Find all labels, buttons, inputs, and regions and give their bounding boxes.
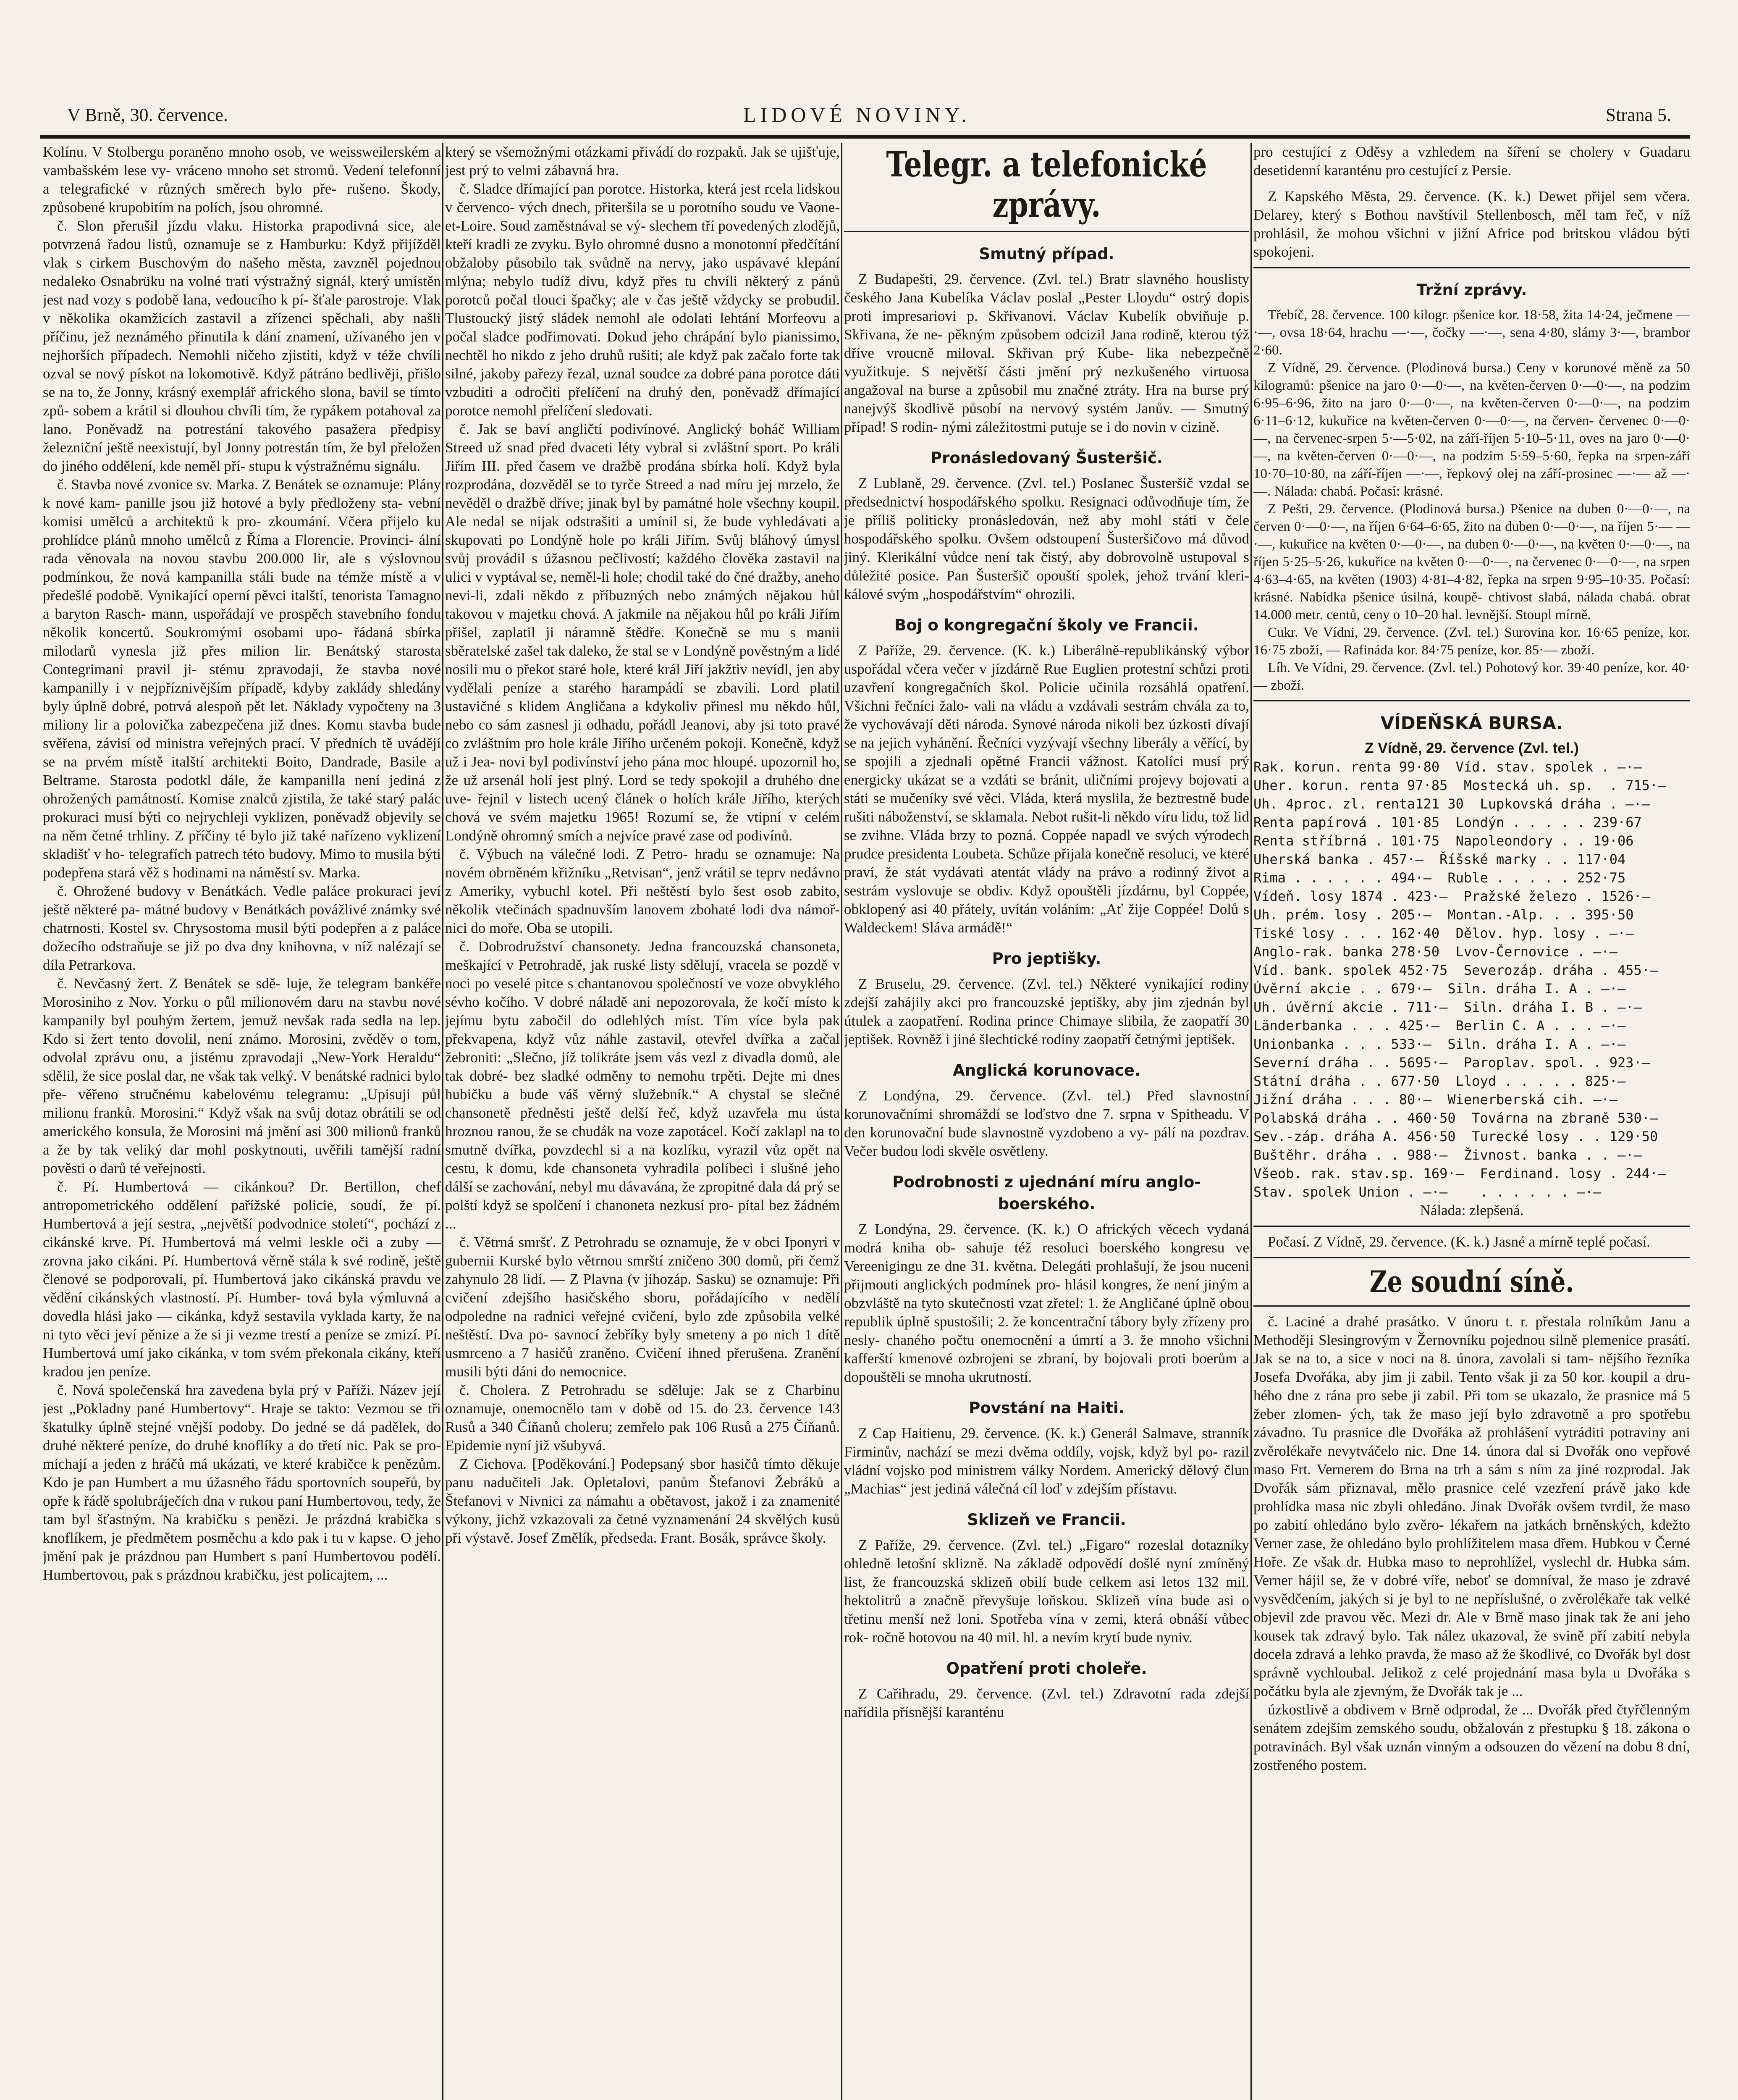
bourse-table	[1253, 758, 1690, 1201]
subheading: Pro jeptišky.	[992, 950, 1101, 968]
divider	[1253, 1226, 1690, 1227]
market-text: Z Vídně, 29. července. (Plodinová bursa.) Ceny v korunové měně za 50 kilogramů: pšenice na jaro 0·—0·—, na květen-červen 0·—0·—, na podzim 6·95–6·96, žito na jaro 0·—0·—, na květen-červen 0·—0·—, na podzim 6·11–6·12, kukuřice na květen-červen 0·—0·—, na červen- červenec 0·—0·—, na červenec-srpen 5·—5·02, na září-říjen 5·10–5·11, oves na jaro 0·—0·—, na květen-červen 0·—0·—, na podzim 5·59–5·60, řepka na srpen-září 10·70–10·80, na září-říjen —·—, řepkový olej na září-prosinec —·— až —·—. Nálada: chabá. Počasí: krásné.	[1253, 360, 1690, 499]
place-date: V Brně, 30. července.	[67, 105, 228, 125]
subheading: Boj o kongregační školy ve Francii.	[894, 616, 1199, 634]
article-text: č. Laciné a drahé prasátko. V únoru t. r. přestala rolníkům Janu a Methoději Slesingrovým v Žernovníku pojednou silně plemenice prasátí. Jak se na to, a sice v noci na 8. února, zavolali si tam- nějšího řezníka Josefa Dvořáka, aby jim ji zabil. Tento však ji za 50 kor. koupil a dru- hého dne z rána pro sebe ji zabil. Při tom se ukazalo, že prasnice má 5 žeber zlomen- ých, tak že maso její bylo zdravotně a pro spotřebu závadno. Tu prasnice dle Dvořáka až prohlášení vytráditi potraviny ani zvěrolékaře nevytváčelo nic. Dne 14. února dal si Dvořák ono vepřové maso Frt. Vernerem do Brna na trh a sám s ním za jiné rozprodal. Jak Dvořák sám přiznaval, mělo prasnice celé vzezření právě jako kde prohlídka masa nic zbyli ohledáno. Jinak Dvořák ovšem tvrdil, že maso po zabití ohledáno bylo zvěro- lékařem na jatkách brněnských, kdežto Verner zase, že ohledáno bylo prohlížitelem masa dřem. Hubkou v Černé Hoře. Ze však dr. Hubka maso to neprohlížel, vyslechl dr. Hubka sám. Verner hájil se, že v dobré víře, neboť se domníval, že maso je zdravé vysvědčením, jakých si je byl to ne nepříslušné, o zvěrolékaře tak velké objevil zde pravou věc. Mezi dr. Ale v Brně maso jinak tak že ani jeho kousek tak zdravý bylo. Tak nález ukazoval, že svině pří zabití nebyla docela zdravá a lehko pravda, že maso až že škodlivé, co Dvořák byl dost správně vychloubal. Jelikož z celé projednání masa byla u Dvořáka s počátku byla ale zjevným, že Dvořák tak je ...	[1253, 1313, 1690, 1699]
market-reports	[1253, 306, 1690, 694]
column-divider	[841, 143, 842, 2100]
article-text: Kolínu. V Stolbergu poraněno mnoho osob, ve weissweilerském a vambašském lese vy- vráceno mnoho set stromů. Vedení telefonní a telegrafické v různých směrech bylo pře- rušeno. Škody, způsobené krupobitím na polích, jsou ohromné.	[43, 144, 441, 215]
weather-report: Počasí. Z Vídně, 29. července. (K. k.) Jasné a mírně teplé počasí.	[1268, 1234, 1650, 1250]
column-3	[844, 143, 1249, 2100]
article-text: č. Dobrodružství chansonety. Jedna francouzská chansoneta, meškající v Petrohradě, jak ruské listy sdělují, vracela se pozdě v noci po veselé pitce s chantanovou společností ve voze obvyklého sévho kočího. V dobré náladě ani nepozorovala, že kočí místo k jejímu bytu zabočil do odlehlých míst. Tím více byla pak překvapena, když vůz náhle zastavil, otevřel dvířka a začal žebroniti: „Slečno, jíž tolikráte jsem vás vezl z divadla domů, ale tak dobré- bez sladké odměny to nemohu trpěti. Dejte mi dnes hubičku a bude váš věrný služebník.“ A chystal se slečné chansonetě předněsti ještě delší řeč, když uzavřela mu ústa hroznou ranou, že se chudák na voze zapotácel. Kočí zaklapl na to smutně dvířka, povzdechl si a na kozlíku, vyrazil vůz opět na cestu, k domu, kde chansoneta vyhradila políbeci i slušné jeho dálší se zachování, nebyl mu dávavána, že zpropitné dala dá prý se polští když se spolčení i chanoneta nezkusí pro- pítal bez žádném ...	[445, 938, 840, 1232]
divider	[1253, 700, 1690, 701]
bourse-row: Rak. korun. renta 99·80 Víd. stav. spolek . —·—	[1253, 759, 1642, 775]
article-text: č. Ohrožené budovy v Benátkách. Vedle paláce prokuraci jeví ještě některé pa- mátné budovy v Benátkách povážlivé známky své chatrnosti. Kostel sv. Chrysostoma musil býti podepřen a z paláce dožecího odstraňuje se již po dva dny knihovna, v níž nalézají se díla Petrarkova.	[43, 883, 441, 973]
bourse-row: Víd. bank. spolek 452·75 Severozáp. dráha . 455·—	[1253, 962, 1658, 978]
divider	[1253, 1257, 1690, 1258]
subheading: Podrobnosti z ujednání míru anglo-boerského.	[892, 1173, 1201, 1213]
bourse-mood: Nálada: zlepšená.	[1420, 1202, 1524, 1218]
article-text: Z Paříže, 29. července. (K. k.) Liberálně-republikánský výbor uspořádal včera večer v jízdárně Rue Euglien protestní schůzi proti uzavření kongregačních škol. Policie učinila rozsáhlá opatření. Všichni řečníci žalo- vali na vládu a vzdávali sestrám chvála za to, že vychovávají děti národa. Synové národa nikoli bez úzkosti dívají se na jejich vyhánění. Řečníci vyzývají všechny liberály a věřící, by se spojili a zjednali opětné Francii vážnost. Katolíci musí prý energicky ukázat se a vzdáti se bránit, uličními projevy bojovati a státi se mučeníky své věci. Vláda, která myslila, že beztrestně bude rušiti náboženství, se sklamala. Nebot rušit-li někdo víru lidu, tož lid se zvihne. Vláda brzy to pozná. Coppée napadl ve svých výrodech prudce presidenta Loubeta. Schůze přijala konečně resoluci, ve které praví, že stát vydávati atentát vlády na právo a rodinný život a sestrám vyslovuje se obdiv. Když opouštěli jízdárnu, byl Coppée, obklopený asi 40 přátely, uvítán voláním: „Ať žije Coppée! Dolů s Waldeckem! Sláva armádě!“	[844, 642, 1249, 936]
bourse-row: Länderbanka . . . 425·— Berlin C. A . . . —·—	[1253, 1018, 1626, 1034]
bourse-row: Uh. prém. losy . 205·— Montan.-Alp. . . 395·50	[1253, 907, 1634, 923]
bourse-row: Sev.-záp. dráha A. 456·50 Turecké losy . . 129·50	[1253, 1129, 1658, 1144]
bourse-row: Buštěhr. dráha . . 988·— Živnost. banka . . —·—	[1253, 1147, 1642, 1163]
divider	[1253, 267, 1690, 268]
bourse-row: Stav. spolek Union . —·— . . . . . . —·—	[1253, 1184, 1602, 1200]
article-text: č. Pí. Humbertová — cikánkou? Dr. Bertillon, chef antropometrického oddělení pařížské policie, soudí, že pí. Humbertová a její sestra, „největší podvodnice století“, pochází z cikánské krve. Pí. Humbertová má velmi leskle oči a zuby — zrovna jako cikáni. Pí. Humbertová věrně stála k své rodině, ještě členové se podporovali, pí. Humbertová jako cikánská pravdu ve vědění cikánských vlastností. Pí. Humber- tová byla výmluvná a dovedla hlási jako — cikánka, když sestavila vyklada karty, že na ni tyto věci jeví pěnize a že si ji vezme trestí a peníze se zmizí. Pí. Humbertová umí jako cikánka, v tom svém překonala cikány, kteří kradou jen peníze.	[43, 1179, 441, 1380]
divider	[844, 231, 1249, 232]
subheading: Povstání na Haiti.	[969, 1399, 1125, 1417]
article-text: pro cestující z Oděsy a vzhledem na šíření se cholery v Guadaru desetidenní karanténu pro cestující z Persie.	[1253, 144, 1690, 178]
article-text: č. Nevčasný žert. Z Benátek se sdě- luje, že telegram bankéře Morosiniho z Nov. Yorku o půl milionovém daru na stavbu nové kampanily byl pouhým žertem, jemuž nevšak rada sedla na lep. Kdo si žert tento dovolil, není známo. Morosini, zvěděv o tom, odvolal zprávu onu, a jistému zpravodaji „New-York Heraldu“ sdělil, že sice poslal dar, ne však tak velký. V benátské radnici bylo pře- věřeno stručnému kabelovému telegramu: „Upisuji půl milionu franků. Morosini.“ Když však na svůj dotaz obrátili se od amerického konsula, že Morosini má jmění asi 300 milionů franků a že by tak veliký dar mohl poskytnouti, uvěřili tamější radní pověsti o darů té veřejnosti.	[43, 975, 441, 1176]
article-text: č. Slon přerušil jízdu vlaku. Historka prapodivná sice, ale potvrzená řadou listů, oznamuje se z Hamburku: Když přijížděl vlak s cirkem Buschovým do našeho města, zavzněl pojednou nedaleko Osnabrüku na volné trati výstražný signál, který umístěn jest nad vozy s podobě lana, vedoucího k pí- šťale parostroje. Vlak v několika okamžicích zastavil a zřízenci spěchali, aby našli příčinu, jež neznámého přinutila k dání znamení, užívaného jen v nejhorších případech. Nemohli ničeho zjistiti, když v téže chvíli ozval se nový pískot na lokomotivě. Když pátráno bedlivěji, přišlo se na to, že Jonny, krásný exemplář afrického slona, bavil se tímto způ- sobem a krátil si dlouhou chvíli tím, že rypákem potahoval za lano. Poněvadž na potrestání takového pasažera předpisy železniční ještě neexistují, byl Jonny potrestán tím, že byl přeložen do jiného oddělení, kde neměl pří- stupu k výstražnému signálu.	[43, 218, 441, 474]
article-text: č. Jak se baví angličtí podivínové. Anglický boháč William Streed už snad před dvaceti léty vybral si zvláštní sport. Po králi Jiřím III. před časem ve dražbě prodána sbírka holí. Když byla rozprodána, dozvěděl se to tyrče Streed a nad míru jej mrzelo, že nevěděl o dražbě dříve; jinak byl by památné hole všechny koupil. Ale nedal se nijak odstrašiti a umínil si, že bude vyhledávati a skupovati po Londýně hole po králi Jiřím. Svůj bláhový úmysl svůj provádil s úžasnou pečlivostí; každého člověka zastavil na ulici v vyptával se, neměl-li hole; chodil také do čné dražby, aneho nevi-li, zdali někdo z příbuzných nebo známých nějakou hůl takovou v majetku chová. A jakmile na nějakou hůl po králi Jiřím přišel, zaplatil ji náramně štědře. Konečně se mu s manii sběratelské zašel tak daleko, že stal se v Londýně pověstným a lidé nosili mu o překot staré hole, které král Jiří jakžtiv nevídl, jen aby vydělali peníze a starého harampádí se zbavili. Lord platil ustavičné s klidem Angličana a kdykoliv přinesl mu někdo hůl, nebo co sám zasnesl ji odhadu, pořádl Jeanovi, aby jsi toto pravé co zvláštním pro hole krále Jiřího určeném pokoji. Konečně, když už i Jea- novi byl podivínství jeho pána moc hloupé. upozornil ho, že už arsenál holí jest plný. Lord se tedy spokojil a druhého dne uve- řejnil v listech ucený článek o holích krále Jiřího, kterých chová ve svém majetku 1965! Rozumí se, že vtipní v celém Londýně ohromný smích a nejvíce pravé zase od podivínů.	[445, 421, 840, 844]
article-text: Z Lublaně, 29. července. (Zvl. tel.) Poslanec Šusteršič vzdal se předsednictví hospodářského spolku. Resignaci odůvodňuje tím, že je příliš politicky pronásledován, než aby mohl státi v čele hospodářského spolku. Ovšem odstoupení Šusteršičovo má důvod jiný. Klerikální vůdce není tak čistý, aby dobrovolně ustupoval s důležité posice. Pan Šusteršič opouští spolek, jehož trvání kleri- kálové svým „hospodářstvím“ ohrozili.	[844, 475, 1249, 602]
bourse-row: Polabská dráha . . 460·50 Továrna na zbraně 530·—	[1253, 1110, 1658, 1126]
article-text: Z Londýna, 29. července. (Zvl. tel.) Před slavnostní korunovačními shromáždí se loďstvo dne 7. srpna v Spitheadu. V den korunovační bude slavnostně vyzdobeno a vy- pálí na pozdrav. Večer budou lodi skvěle osvětleny.	[844, 1087, 1249, 1159]
section-headline: Ze soudní síně.	[1369, 1264, 1574, 1299]
column-1	[43, 143, 441, 2100]
subheading: Pronásledovaný Šusteršič.	[931, 449, 1163, 467]
bourse-row: Vídeň. losy 1874 . 423·— Pražské železo . 1526·—	[1253, 888, 1650, 904]
market-text: Líh. Ve Vídni, 29. července. (Zvl. tel.) Pohotový kor. 39·40 peníze, kor. 40·— zboží.	[1253, 660, 1690, 693]
article-text: č. Sladce dřímající pan porotce. Historka, která jest rcela lidskou v červenco- vých dnech, přiteršila se u porotního soudu ve Vaone-et-Loire. Soud zaměstnával se vý- slechem tří povedených zlodějů, kteří kradli ze zvyku. Bylo ohromné dusno a monotonní předčítání obžaloby působilo tak svůdně na nervy, jako uspávavé klepání mlýna; nebylo tudíž divu, když přes tu chvíli některý z pánů porotců počal tlouci špačky; ale v čas ještě vždycky se probudil. Tlustoucký jistý sládek nemohl ale odolati lehtání Morfeovu a počal sladce podřimovati. Dokud jeho chrápání bylo pianissimo, nechtěl ho nikdo z jeho druhů rušiti; ale když pak začalo forte tak silné, jakoby pařezy řezal, uznal soudce za dobré pana porotce dáti vzbuditi a odročiti přelíčení na druhý den, poněvadž dřímající porotce nemohl přelíčení sledovati.	[445, 181, 840, 419]
article-text: č. Stavba nové zvonice sv. Marka. Z Benátek se oznamuje: Plány k nové kam- panille jsou již hotové a byly předloženy sta- vební komisi umělců a architektů k pro- zkoumání. Včera přijelo ku prohlídce plánů mnoho umělců z Říma a Florencie. Provinci- ální rada věnovala na novou stavbu 200.000 lir, ale s výslovnou podmínkou, že nová kampanilla stáli bude na témže místě a v předešlé podobě. Vynikající operní pěvci italští, tenorista Tamagno a baryton Rasch- mann, uspořádají ve prospěch stavebního fondu několik koncertů. Soukromými osobami upo- řádaná sbírka milodarů vynesla již přes milion lir. Benátský starosta Contegrimani pravil ji- stému zpravodaji, že stavba nové kampanilly i v nejpříznivějším případě, kdyby zaklády shledány byly úplně dobré, potrvá alespoň pět let. Náklady vypočteny na 3 miliony lir a polovička zabezpečena již dnes. Komu stavba bude svěřena, závisí od ministra veřejných prací. V předních tě uvádějí se na prvém místě italští architekti Boito, Dandrade, Basile a Beltrame. Starosta podotkl dále, že kampanilla není jediná z ohrožených památností. Komise znalců zjistila, že také starý palác prokuraci musí býti co nejrychleji vyklizen, poněvadž objevily se na něm četné trhliny. Z příčiny té bylo již také nařízeno vyklizení skladišť v ho- telegrafích patrech této budovy. Mimo to musila býti podepřena stará věž s hodinami na náměstí sv. Marka.	[43, 476, 441, 881]
column-divider	[442, 143, 443, 2100]
article-text: č. Nová společenská hra zavedena byla prý v Paříži. Název její jest „Pokladny pané Humbertovy“. Hraje se takto: Vezmou se tři škatulky úplně stejné vnější podoby. Do jedné se dá padělek, do druhé některé peníze, do druhé knoflíky a do třetí nic. Pak se pro- míchají a jeden z hráčů má ukázati, ve které krabičce k penězům. Kdo je pan Humbert a mu úžasného řádu sportovních soupeřů, by opře k řádě spolubráječích dna v rukou paní Humbertovou, tedy, že tam byl šťastným. Na krabičku s penězi. Je prázdná krabička s knoflíkem, je předmětem posměchu a kdo pak i tu v kapse. O jeho jmění pak je prázdnou pan Humbert s paní Humbertovou podělí. Humbertovou, pak s prázdnou krabičku, jest policajtem, ...	[43, 1382, 441, 1583]
bourse-row: Všeob. rak. stav.sp. 169·— Ferdinand. losy . 244·—	[1253, 1166, 1666, 1181]
article-text: Z Cařihradu, 29. července. (Zvl. tel.) Zdravotní rada zdejší nařídila přísnější karanténu	[844, 1685, 1249, 1720]
top-rule	[40, 135, 1690, 139]
bourse-row: Unionbanka . . . 533·— Siln. dráha I. A . —·—	[1253, 1036, 1626, 1052]
bourse-row: Renta stříbrná . 101·75 Napoleondory . . 19·06	[1253, 833, 1634, 849]
bourse-row: Severní dráha . . 5695·— Paroplav. spol. . 923·—	[1253, 1055, 1650, 1071]
article-text: č. Větrná smršť. Z Petrohradu se oznamuje, že v obci Iponyri v gubernii Kurské bylo větrnou smrští zničeno 300 domů, při čemž zahynulo 28 lidí. — Z Plavna (v jihozáp. Sasku) se oznamuje: Při cvičení zdejšího hasičského sboru, pořádajícího v nedělí odpoledne na radnici veřejné cvičení, bylo zde způsobila velké neštěstí. Dva po- savnocí žebříky byly smeteny a po nich 1 dítě usmrceno a 7 hasičů zraněno. Cvičení ihned přerušena. Zranění musili býti dáni do nemocnice.	[445, 1234, 840, 1380]
bourse-row: Státní dráha . . 677·50 Lloyd . . . . . 825·—	[1253, 1073, 1626, 1089]
column-divider	[1250, 143, 1252, 2100]
bourse-row: Uh. 4proc. zl. renta121 30 Lupkovská dráha . —·—	[1253, 796, 1650, 812]
bourse-subheading: Z Vídně, 29. července (Zvl. tel.)	[1365, 740, 1579, 756]
divider	[1253, 1305, 1690, 1307]
article-text: Z Kapského Města, 29. července. (K. k.) Dewet přijel sem včera. Delarey, který s Bothou navštívil Stellenbosch, měl tam řeč, v níž prohlásil, že mohou všichni v jižní Africe pod britskou vládou býti spokojeni.	[1253, 188, 1690, 260]
column-4	[1253, 143, 1690, 2100]
newspaper-title: LIDOVÉ NOVINY.	[743, 103, 971, 126]
bourse-row: Uherská banka . 457·— Říšské marky . . 117·04	[1253, 851, 1626, 867]
bourse-row: Jižní dráha . . . 80·— Wienerberská cih. —·—	[1253, 1092, 1617, 1108]
article-text: který se všemožnými otázkami přivádí do rozpaků. Jak se ujišťuje, jest prý to velmi zábavná hra.	[445, 144, 840, 178]
article-text: č. Cholera. Z Petrohradu se sděluje: Jak se z Charbinu oznamuje, onemocnělo tam v době od 15. do 23. července 143 Rusů a 340 Číňanů choleru; zemřelo pak 106 Rusů a 275 Číňanů. Epidemie nyní již všubyvá.	[445, 1382, 840, 1454]
article-text: Z Cap Haitienu, 29. července. (K. k.) Generál Salmave, stranník Firminův, nachází se mezi dvěma oddíly, vojsk, když byl po- razil vládní vojsko pod ministrem války Nordem. Americký dělový člun „Machias“ jest jediná válečná cíl loď v zdejším přístavu.	[844, 1425, 1249, 1497]
bourse-row: Anglo-rak. banka 278·50 Lvov-Černovice . —·—	[1253, 944, 1617, 960]
subheading: Opatření proti choleře.	[946, 1659, 1147, 1677]
bourse-row: Uh. úvěrní akcie . 711·— Siln. dráha I. B . —·—	[1253, 999, 1642, 1015]
column-2	[445, 143, 840, 2100]
article-text: Z Budapešti, 29. července. (Zvl. tel.) Bratr slavného houslisty českého Jana Kubelíka Václav poslal „Pester Lloydu“ ostrý dopis proti impresariovi p. Skřivanovi. Václav Kubelík obviňuje p. Skřivana, že ne- pěkným způsobem odcizil Jana rodině, kterou týž dříve vroucně miloval. Skřivan prý Kube- lika nebezpečně využitkuje. S největší části jmění prý nezkušeného virtuosa angažoval na burse a způsobil mu značné ztráty. Hra na burse prý nanejvýš škodlivě působí na nervový systém Janův. — Smutný případ! S rodin- nými záležitostmi putuje se i do novin v cizině.	[844, 271, 1249, 435]
bourse-row: Rima . . . . . . 494·— Ruble . . . . . 252·75	[1253, 870, 1626, 886]
article-text: č. Výbuch na válečné lodi. Z Petro- hradu se oznamuje: Na novém obrněném křižníku „Retvisan“, jenž vrátil se teprv nedávno z Ameriky, vybuchl kotel. Při neštěstí bylo šest osob zabito, několik vtečinách spadnuvším lanovem zbohaté lodi dva námoř- nici do moře. Oba se utopili.	[445, 846, 840, 936]
article-text: Z Cichova. [Poděkování.] Podepsaný sbor hasičů tímto děkuje panu nadučiteli Jak. Opletalovi, panům Štefanovi Žebráků a Štefanovi v Nivnici za námahu a obětavost, jakož i za znamenité výkony, jichž vzkazovali za četné vyznamenání 24 skvělých kusů při výstavě. Josef Změlík, předseda. Frant. Bosák, správce školy.	[445, 1456, 840, 1546]
market-text: Třebíč, 28. července. 100 kilogr. pšenice kor. 18·58, žita 14·24, ječmene —·—, ovsa 18·64, hrachu —·—, čočky —·—, sena 4·80, slámy 3·—, brambor 2·60.	[1253, 307, 1690, 358]
bourse-row: Tiské losy . . . 162·40 Dělov. hyp. losy . —·—	[1253, 925, 1634, 941]
bourse-row: Uher. korun. renta 97·85 Mostecká uh. sp. . 715·—	[1253, 777, 1666, 793]
subheading: Sklizeň ve Francii.	[967, 1511, 1126, 1529]
subheading: Tržní zprávy.	[1416, 281, 1527, 299]
subheading: Smutný případ.	[979, 245, 1114, 263]
article-text: Z Paříže, 29. července. (Zvl. tel.) „Figaro“ rozeslal dotazníky ohledně letošní sklizně. Na základě odpovědí došlé nyní zmíněný list, že francouzská sklizeň obilí bude celkem asi letos 132 mil. hektolitrů a značně převyšuje loňskou. Sklizeň vína bude asi o třetinu menší než loni. Spotřeba vína v zemi, která obnáší vůbec rok- ročně hotovou na 40 mil. hl. a nevím krytí bude nyniv.	[844, 1537, 1249, 1646]
bourse-row: Úvěrní akcie . . 679·— Siln. dráha I. A . —·—	[1253, 981, 1626, 997]
market-text: Z Pešti, 29. července. (Plodinová bursa.) Pšenice na duben 0·—0·—, na červen 0·—0·—, na říjen 6·64–6·65, žito na duben 0·—0·—, na říjen 5·— —·—, kukuřice na květen 0·—0·—, na duben 0·—0·—, na květen 0·—0·—, na říjen 5·25–5·26, kukuřice na květen 0·—0·—, na červenec 0·—0·—, na srpen 4·63–4·65, na květen (1903) 4·81–4·82, řepka na srpen 9·95–10·35. Počasí: krásné. Nabídka pšenice úsilná, koupě- chtivost slabá, nálada chabá. obrat 14.000 metr. centů, ceny o 10–20 hal. levnější. Stoupl mírně.	[1253, 501, 1690, 622]
subheading: Anglická korunovace.	[953, 1061, 1140, 1079]
market-text: Cukr. Ve Vídni, 29. července. (Zvl. tel.) Surovina kor. 16·65 peníze, kor. 16·75 zboží, — Rafináda kor. 84·75 peníze, kor. 85·— zboží.	[1253, 625, 1690, 658]
masthead	[38, 104, 1688, 134]
article-text: Z Londýna, 29. července. (K. k.) O afrických věcech vydaná modrá kniha ob- sahuje též resoluci boerského kongresu ve Vereenigingu ze dne 31. května. Delegáti prohlašují, že jsou nuceni přijmouti anglických podmínek pro- hlásil kongres, že není jiným a obzvláště na tyto skutečnosti vzat zřetel: 1. že Angličané úplně obou republik úplně spustošili; 2. že koncentrační tábory byly zřízeny pro nesly- chaného počtu onemocnění a úmrtí a 3. že mnoho všichni kafferští kmenové ozbrojeni se zbraní, by bojovali proti boerům a dopouštěli se mnoha ukrutností.	[844, 1221, 1249, 1385]
bourse-row: Renta papírová . 101·85 Londýn . . . . . 239·67	[1253, 814, 1642, 830]
page-number: Strana 5.	[1605, 105, 1671, 125]
subheading: VÍDEŇSKÁ BURSA.	[1380, 713, 1563, 733]
section-headline: Telegr. a telefonické zprávy.	[886, 144, 1207, 225]
article-text: Z Bruselu, 29. července. (Zvl. tel.) Některé vynikající rodiny zdejší zahájily akci pro francouzské jeptišky, aby jim zjednán byl útulek a zaopatření. Rodina prince Chimaye slibila, že zaopatří 30 jeptišek. Rovněž i jiné šlechtické rodiny zaopatří četnými jeptišek.	[844, 976, 1249, 1047]
article-text: úzkostlivě a obdivem v Brně odprodal, že ... Dvořák před čtyřčlenným senátem zdejším zemského soudu, obžalován z přestupku § 18. zákona o potravinách. Byl však uznán vinným a odsouzen do vězení na dobu 8 dní, zostřeného postem.	[1253, 1701, 1690, 1773]
